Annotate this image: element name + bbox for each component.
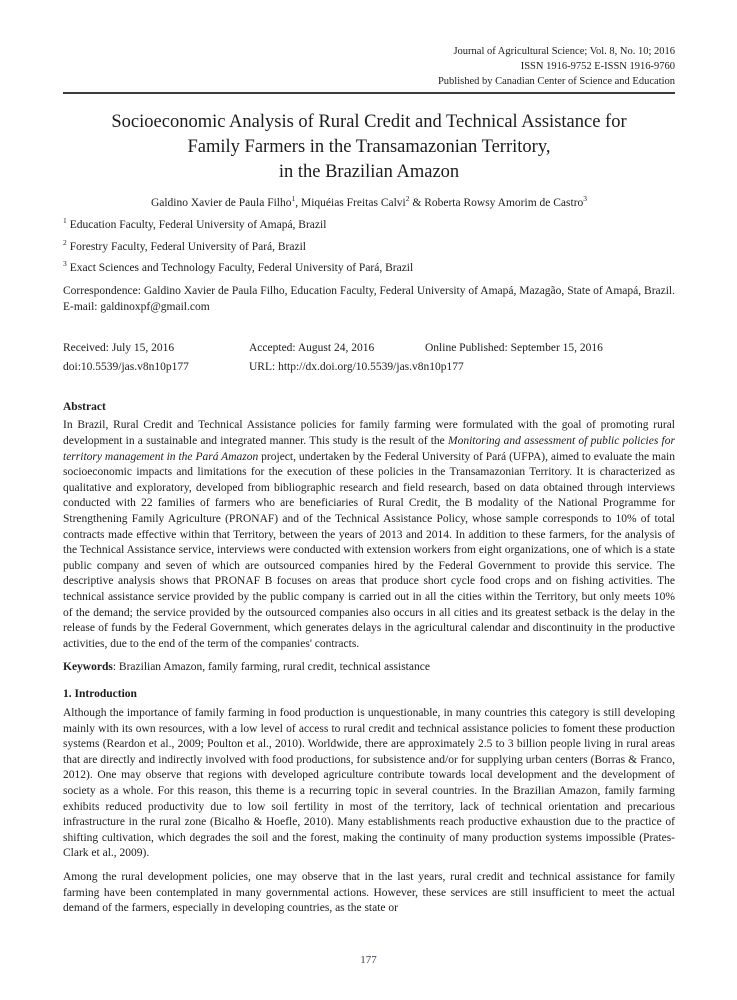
doi-url: URL: http://dx.doi.org/10.5539/jas.v8n10p177 (249, 360, 464, 373)
affiliation-3-superscript: 3 (63, 259, 67, 269)
author-2-superscript: 2 (405, 194, 410, 204)
keywords-line (63, 660, 675, 676)
affiliations (63, 218, 675, 277)
journal-header (63, 0, 675, 89)
title-line-2: Family Farmers in the Transamazonian Territory, (187, 137, 551, 157)
author-1-superscript: 1 (291, 194, 296, 204)
keywords-text: : Brazilian Amazon, family farming, rural credit, technical assistance (112, 661, 430, 674)
correspondence-note: Correspondence: Galdino Xavier de Paula Filho, Education Faculty, Federal University of Amapá, Mazagão, State of Amapá, Brazil. E-mail: galdinoxpf@gmail.com (63, 284, 675, 314)
abstract-text-part2: project, undertaken by the Federal University of Pará (UFPA), aimed to evaluate the main socioeconomic impacts and limitations for the execution of these policies in the Transamazonian Territory. It is characterized as qualitative and exploratory, developed from bibliographic research and field research, based on data obtained through interviews conducted with 22 families of farmers who are beneficiaries of Rural Credit, the B modality of the National Programme for Strengthening Family Agriculture (PRONAF) and of the Technical Assistance Policy, whose sample corresponds to 10% of total contracts made effective within that Territory, between the years of 2013 and 2014. In addition to these farmers, for the analysis of the Technical Assistance service, interviews were conducted with extension workers from eight organizations, one of which is a state public company and seven of which are outsourced companies hired by the Federal Government to provide this service. The descriptive analysis shows that PRONAF B focuses on areas that produce short cycle food crops and on fishing activities. The technical assistance service provided by the public company is carried out in all the cities within the Territory, but only meets 10% of the demand; the service provided by the outsourced companies also occurs in all cities and its greatest setback is the delay in the release of funds by the Federal Government, which generates delays in the agricultural calendar and discontinuity in the productive activities, due to the end of the term of the companies' contracts. (63, 450, 676, 650)
author-line (63, 194, 675, 210)
affiliation-1-superscript: 1 (63, 216, 67, 226)
journal-issn: ISSN 1916-9752 E-ISSN 1916-9760 (520, 61, 675, 72)
affiliation-1 (63, 218, 675, 234)
affiliation-2 (63, 240, 675, 256)
doi-text: doi:10.5539/jas.v8n10p177 (63, 360, 189, 373)
author-1: Galdino Xavier de Paula Filho (150, 197, 292, 210)
keywords-label: Keywords (63, 661, 113, 674)
page-number: 177 (360, 954, 377, 966)
abstract-project-title-italic: Monitoring and assessment of public policies for territory management in the Pará Amazon (63, 435, 675, 463)
abstract-heading: Abstract (63, 400, 106, 413)
title-line-3: in the Brazilian Amazon (278, 162, 460, 182)
article-title (63, 110, 675, 185)
author-separator-2: & (409, 197, 425, 210)
author-3: Roberta Rowsy Amorim de Castro (424, 197, 584, 210)
journal-name-volume: Journal of Agricultural Science; Vol. 8, No. 10; 2016 (453, 46, 675, 57)
abstract-paragraph (63, 418, 675, 652)
dates-row (63, 342, 675, 354)
accepted-date: Accepted: August 24, 2016 (249, 341, 375, 354)
affiliation-2-text: Forestry Faculty, Federal University of Pará, Brazil (69, 240, 306, 253)
online-published-date: Online Published: September 15, 2016 (425, 341, 603, 354)
introduction-heading: 1. Introduction (63, 688, 137, 701)
affiliation-3 (63, 261, 675, 277)
introduction-paragraph-1: Although the importance of family farming in food production is unquestionable, in many countries this category is still developing mainly with its own resources, with a low level of access to rural credit and technical assistance policies to foment these production systems (Reardon et al., 2009; Poulton et al., 2010). Worldwide, there are approximately 2.5 to 3 billion people living in rural areas that are directly and indirectly involved with food productions, for subsistence and/or for supplying urban centers (Borras & Franco, 2012). One may observe that regions with developed agriculture contribute towards local development and the development of society as a whole. For this reason, this theme is a recurring topic in several countries. In the Brazilian Amazon, family farming exhibits reduced productivity due to low soil fertility in most of the territory, lack of technical orientation and precarious infrastructure in the rural zone (Bicalho & Hoefle, 2010). Many establishments reach productive exhaustion due to the practice of shifting cultivation, which degrades the soil and the forest, making the continuity of many production systems impossible (Prates-Clark et al., 2009). (63, 707, 675, 860)
publication-dates (63, 342, 675, 373)
introduction-paragraph-2: Among the rural development policies, one may observe that in the last years, rural credit and technical assistance for family farming have been contemplated in many governmental actions. However, these services are still insufficient to meet the actual demand of the farmers, especially in developing countries, as the state or (63, 871, 675, 915)
journal-publisher: Published by Canadian Center of Science and Education (437, 76, 675, 87)
title-line-1: Socioeconomic Analysis of Rural Credit and Technical Assistance for (111, 112, 627, 132)
affiliation-1-text: Education Faculty, Federal University of Amapá, Brazil (69, 219, 327, 232)
author-3-superscript: 3 (583, 194, 588, 204)
header-divider (63, 92, 675, 94)
affiliation-2-superscript: 2 (63, 238, 67, 248)
author-separator-1: , (295, 197, 301, 210)
doi-row (63, 361, 675, 373)
received-date: Received: July 15, 2016 (63, 341, 175, 354)
affiliation-3-text: Exact Sciences and Technology Faculty, Federal University of Pará, Brazil (69, 262, 414, 275)
abstract-text-part1: In Brazil, Rural Credit and Technical Assistance policies for family farming were formulated with the goal of promoting rural development in a sustainable and integrated manner. This study is the result of the (63, 419, 675, 448)
author-2: Miquéias Freitas Calvi (300, 197, 406, 210)
